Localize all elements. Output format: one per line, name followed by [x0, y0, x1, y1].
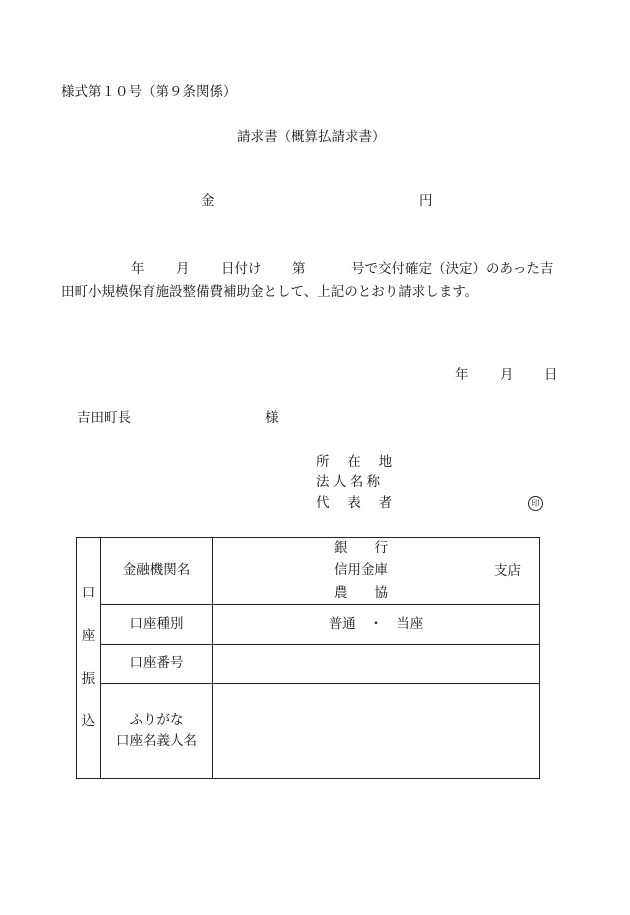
bank-label: 金融機関名	[101, 538, 213, 605]
body-year: 年	[131, 261, 145, 277]
document-title: 請求書（概算払請求書）	[237, 129, 386, 145]
account-holder-label: 口座名義人名	[116, 733, 197, 749]
amount-prefix: 金	[201, 193, 215, 209]
account-number-label: 口座番号	[101, 645, 213, 684]
section-char: 振	[81, 670, 96, 687]
body-month: 月	[176, 261, 190, 277]
date-month: 月	[500, 367, 514, 383]
addressee-name: 吉田町長	[77, 410, 131, 426]
branch-label: 支店	[494, 563, 521, 579]
account-number-field[interactable]	[213, 645, 540, 684]
account-transfer-section	[77, 538, 101, 779]
seal-icon: 印	[528, 496, 543, 511]
amount-suffix: 円	[419, 193, 433, 209]
section-char: 口	[81, 585, 96, 602]
date-day: 日	[544, 367, 558, 383]
form-number: 様式第１０号（第９条関係）	[61, 84, 237, 100]
bank-type: 信用金庫	[334, 562, 388, 579]
bank-field[interactable]	[213, 538, 540, 605]
addressee-honorific: 様	[265, 410, 279, 426]
seal-mark	[528, 496, 543, 511]
account-holder-field[interactable]	[213, 684, 540, 779]
date-year: 年	[455, 367, 469, 383]
body-dated: 日付け	[221, 261, 262, 277]
section-char: 座	[81, 627, 96, 644]
account-type-label: 口座種別	[101, 605, 213, 645]
account-transfer-table	[76, 537, 540, 779]
body-number-prefix: 第	[292, 261, 306, 277]
body-line2: 田町小規模保育施設整備費補助金として、上記のとおり請求します。	[61, 284, 479, 300]
body-line1-rest: 号で交付確定（決定）のあった吉	[351, 261, 554, 277]
bank-type: 銀 行	[334, 539, 388, 556]
bank-type: 農 協	[334, 584, 388, 601]
address-label: 所 在 地	[316, 454, 399, 470]
corp-name-label: 法人名称	[316, 474, 384, 490]
account-type-options[interactable]: 普通 ・ 当座	[213, 605, 540, 645]
section-char: 込	[81, 713, 96, 730]
representative-label: 代 表 者	[316, 495, 399, 511]
account-holder-label-cell	[101, 684, 213, 779]
furigana-label: ふりがな	[129, 711, 184, 728]
